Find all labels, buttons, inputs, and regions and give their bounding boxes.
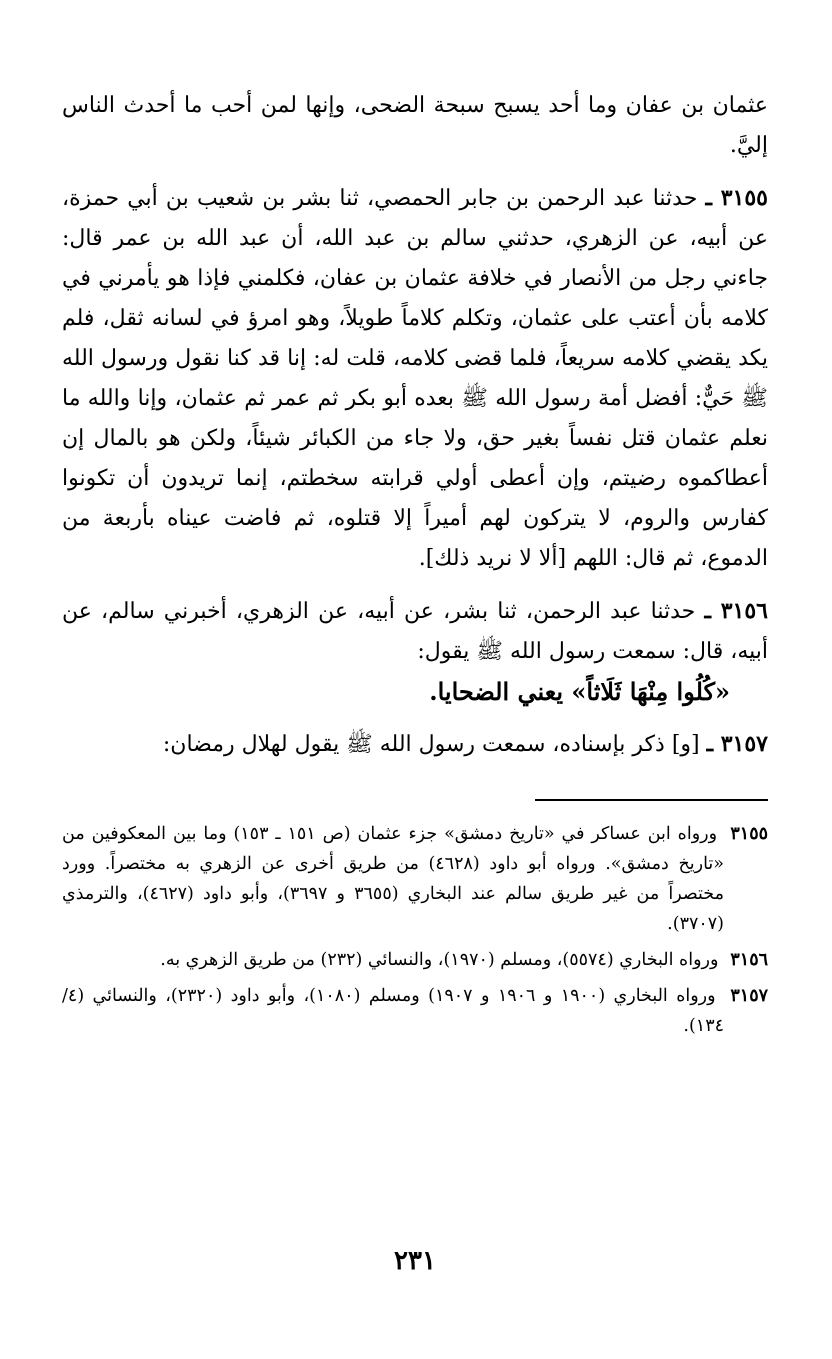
hadith-3157 xyxy=(62,724,768,765)
hadith-number: ٣١٥٧ ـ xyxy=(706,731,768,757)
paragraph-gap xyxy=(62,712,768,724)
footnote-number: ٣١٥٦ xyxy=(730,950,768,970)
prophet-saying: «كُلُوا مِنْهَا ثَلَاثاً» يعني الضحايا. xyxy=(429,677,730,706)
footnote-3156 xyxy=(62,945,768,975)
footnote-3155 xyxy=(62,819,768,939)
footnote-3157 xyxy=(62,981,768,1041)
page-number: ٢٣١ xyxy=(394,1246,436,1276)
footnote-divider xyxy=(535,799,768,801)
footnote-text: ورواه ابن عساكر في «تاريخ دمشق» جزء عثمان (ص ١٥١ ـ ١٥٣) وما بين المعكوفين من «تاريخ دمشق». ورواه أبو داود (٤٦٢٨) من طريق أخرى عن الزهري به مختصراً. وورد مختصراً من غير طريق سالم عند البخاري (٣٦٥٥ و ٣٦٩٧)، وأبو داود (٤٦٢٧)، والترمذي (٣٧٠٧). xyxy=(62,824,724,934)
hadith-3155 xyxy=(62,178,768,579)
hadith-text: [و] ذكر بإسناده، سمعت رسول الله ﷺ يقول لهلال رمضان: xyxy=(162,732,700,757)
hadith-number: ٣١٥٥ ـ xyxy=(705,185,768,211)
footnote-number: ٣١٥٧ xyxy=(730,986,768,1006)
paragraph-gap xyxy=(62,166,768,178)
hadith-text: حدثنا عبد الرحمن بن جابر الحمصي، ثنا بشر بن شعيب بن أبي حمزة، عن أبيه، عن الزهري، حدثني سالم بن عبد الله، أن عبد الله بن عمر قال: جاءني رجل من الأنصار في خلافة عثمان بن عفان، فكلمني فإذا هو يأمرني في كلامه بأن أعتب على عثمان، وتكلم كلاماً طويلاً، وهو امرؤ في لسانه ثقل، فلم يكد يقضي كلامه سريعاً، فلما قضى كلامه، قلت له: إنا قد كنا نقول ورسول الله ﷺ حَيٌّ: أفضل أمة رسول الله ﷺ بعده أبو بكر ثم عمر ثم عثمان، وإنا والله ما نعلم عثمان قتل نفساً بغير حق، ولا جاء من الكبائر شيئاً، ولكن هو بالمال إن أعطاكموه رضيتم، وإن أعطى أولي قرابته سخطتم، إنما تريدون أن تكونوا كفارس والروم، لا يتركون لهم أميراً إلا قتلوه، ثم فاضت عيناه بأربعة من الدموع، ثم قال: اللهم [ألا لا نريد ذلك]. xyxy=(62,186,768,571)
footnotes xyxy=(62,819,768,1041)
paragraph-text: عثمان بن عفان وما أحد يسبح سبحة الضحى، وإنها لمن أحب ما أحدث الناس إليَّ. xyxy=(62,93,768,158)
footnote-text: ورواه البخاري (٥٥٧٤)، ومسلم (١٩٧٠)، والنسائي (٢٣٢) من طريق الزهري به. xyxy=(160,950,719,970)
hadith-3156 xyxy=(62,591,768,672)
footnote-number: ٣١٥٥ xyxy=(730,824,768,844)
paragraph-gap xyxy=(62,579,768,591)
paragraph-continuation xyxy=(62,86,768,166)
main-text xyxy=(62,86,768,765)
hadith-text: حدثنا عبد الرحمن، ثنا بشر، عن أبيه، عن الزهري، أخبرني سالم، عن أبيه، قال: سمعت رسول الله ﷺ يقول: xyxy=(62,599,768,664)
footnote-text: ورواه البخاري (١٩٠٠ و ١٩٠٦ و ١٩٠٧) ومسلم (١٠٨٠)، وأبو داود (٢٣٢٠)، والنسائي (٤/ ١٣٤). xyxy=(62,986,724,1036)
hadith-number: ٣١٥٦ ـ xyxy=(704,598,768,624)
book-page xyxy=(62,86,768,1336)
